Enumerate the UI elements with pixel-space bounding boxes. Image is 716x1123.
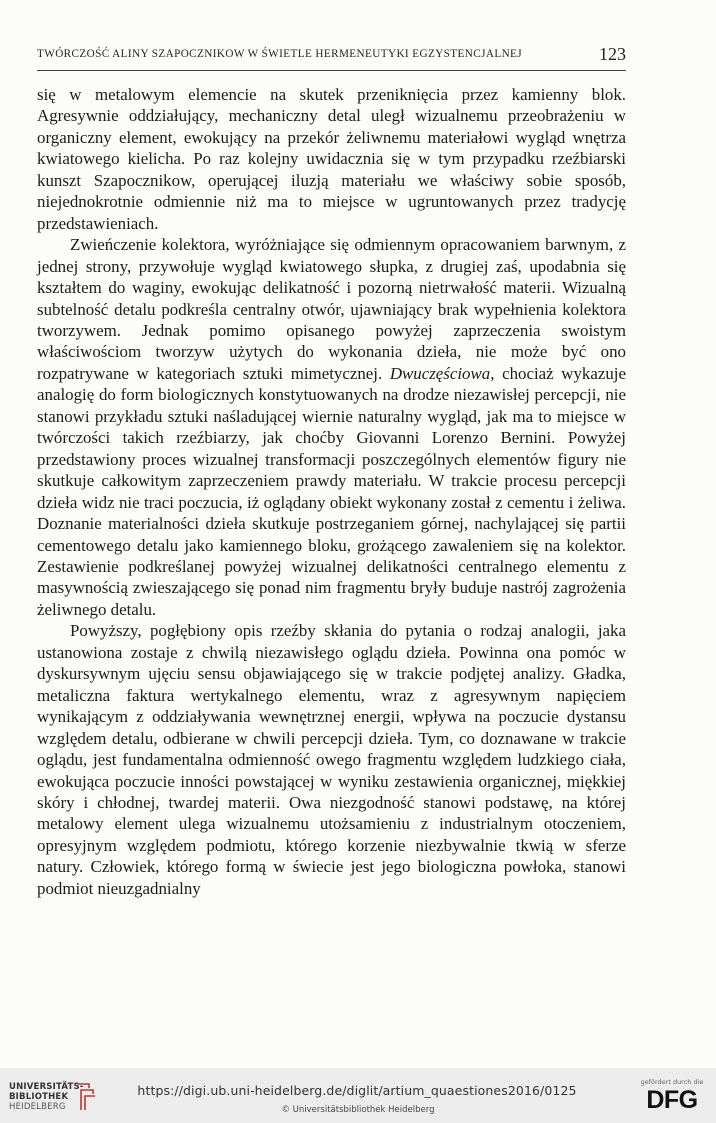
- artwork-title-italic: Dwuczęściowa: [389, 363, 491, 383]
- page-number: 123: [599, 44, 626, 64]
- dfg-logo: DFG: [646, 1086, 698, 1114]
- library-name-line-2: BIBLIOTHEK: [9, 1092, 69, 1102]
- paragraph-2-part-2: , chociaż wykazuje analogię do form biologicznych konstytuowanych na drodze niezawisłej percepcji, nie stanowi przykładu sztuki naśladującej wiernie naturalny wygląd, jak ma to miejsce w twórczości takich rzeźbiarzy, jak choćby Giovanni Lorenzo Bernini. Powyżej przedstawiony proces wizualnej transformacji poszczególnych elementów figury nie skutkuje całkowitym zaprzeczeniem prawdy materiału. W trakcie procesu percepcji dzieła widz nie traci poczucia, iż oglądany obiekt wykonany został z cementu i żeliwa. Doznanie materialności dzieła skutkuje postrzeganiem górnej, nachylającej się partii cementowego detalu jako kamiennego bloku, grożącego zawaleniem się na kolektor. Zestawienie podkreślanej powyżej wizualnej delikatności centralnego elementu z masywnością zwieszającego się ponad nim fragmentu bryły buduje nastrój zagrożenia żeliwnego detalu.: [37, 363, 626, 619]
- funding-note: gefördert durch die: [640, 1078, 704, 1086]
- permalink-url[interactable]: [0, 1083, 716, 1098]
- header-rule: [37, 70, 626, 71]
- running-header-title: TWÓRCZOŚĆ ALINY SZAPOCZNIKOW W ŚWIETLE HERMENEUTYKI EGZYSTENCJALNEJ: [37, 48, 523, 60]
- digitization-footer: [0, 1068, 716, 1123]
- paragraph-3: Powyższy, pogłębiony opis rzeźby skłania do pytania o rodzaj analogii, jaka ustanowiona zostaje z chwilą niezawisłego oglądu dzieła. Powinna ona pomóc w dyskursywnym ujęciu sensu objawiającego się w trakcie podjętej analizy. Gładka, metaliczna faktura wertykalnego elementu, wraz z agresywnym napięciem wynikającym z oddziaływania wewnętrznej energii, wpływa na poczucie dystansu względem detalu, odbierane w chwili percepcji dzieła. Tym, co doznawane w trakcie oglądu, jest fundamentalna odmienność owego fragmentu względem ludzkiego ciała, ewokująca poczucie inności powstającej w wyniku zestawienia organicznej, miękkiej skóry i chłodnej, twardej materii. Owa niezgodność stanowi podstawę, na której metalowy element ulega wizualnemu utożsamieniu z industrialnym otoczeniem, opresyjnym względem podmiotu, którego korzenie niezbywalnie tkwią w sferze natury. Człowiek, którego formą w świecie jest jego biologiczna powłoka, stanowi podmiot nieuzgadnialny: [37, 621, 626, 898]
- copyright-notice: © Universitätsbibliothek Heidelberg: [281, 1105, 435, 1115]
- paragraph-1: się w metalowym elemencie na skutek przeniknięcia przez kamienny blok. Agresywnie oddziałujący, mechaniczny detal uległ wizualnemu przeobrażeniu w organiczny element, ewokujący na przekór żeliwnemu materiałowi wygląd wnętrza kwiatowego kielicha. Po raz kolejny uwidacznia się w tym przypadku rzeźbiarski kunszt Szapocznikow, operującej iluzją materiału we właściwy sobie sposób, niejednokrotnie odmiennie niż ma to miejsce w ugruntowanych przez tradycję przedstawieniach.: [37, 85, 626, 233]
- dfg-funding-block[interactable]: [637, 1078, 707, 1114]
- permalink-link[interactable]: https://digi.ub.uni-heidelberg.de/diglit/artium_quaestiones2016/0125: [137, 1083, 577, 1098]
- body-text: [37, 84, 626, 899]
- paragraph-2: [37, 234, 626, 620]
- library-name-line-1: UNIVERSITÄTS-: [9, 1082, 84, 1092]
- library-name-line-3: HEIDELBERG: [9, 1102, 66, 1112]
- paragraph-2-part-1: Zwieńczenie kolektora, wyróżniające się odmiennym opracowaniem barwnym, z jednej strony, przywołuje wygląd kwiatowego słupka, z drugiej zaś, upodabnia się kształtem do waginy, ewokując delikatność i pozorną nietrwałość materii. Wizualną subtelność detalu podkreśla centralny otwór, ujawniający brak wypełnienia kolektora tworzywem. Jednak pomimo opisanego powyżej zaprzeczenia swoistym właściwościom tworzyw użytych do wykonania dzieła, nie może być ono rozpatrywane w kategoriach sztuki mimetycznej.: [37, 235, 626, 383]
